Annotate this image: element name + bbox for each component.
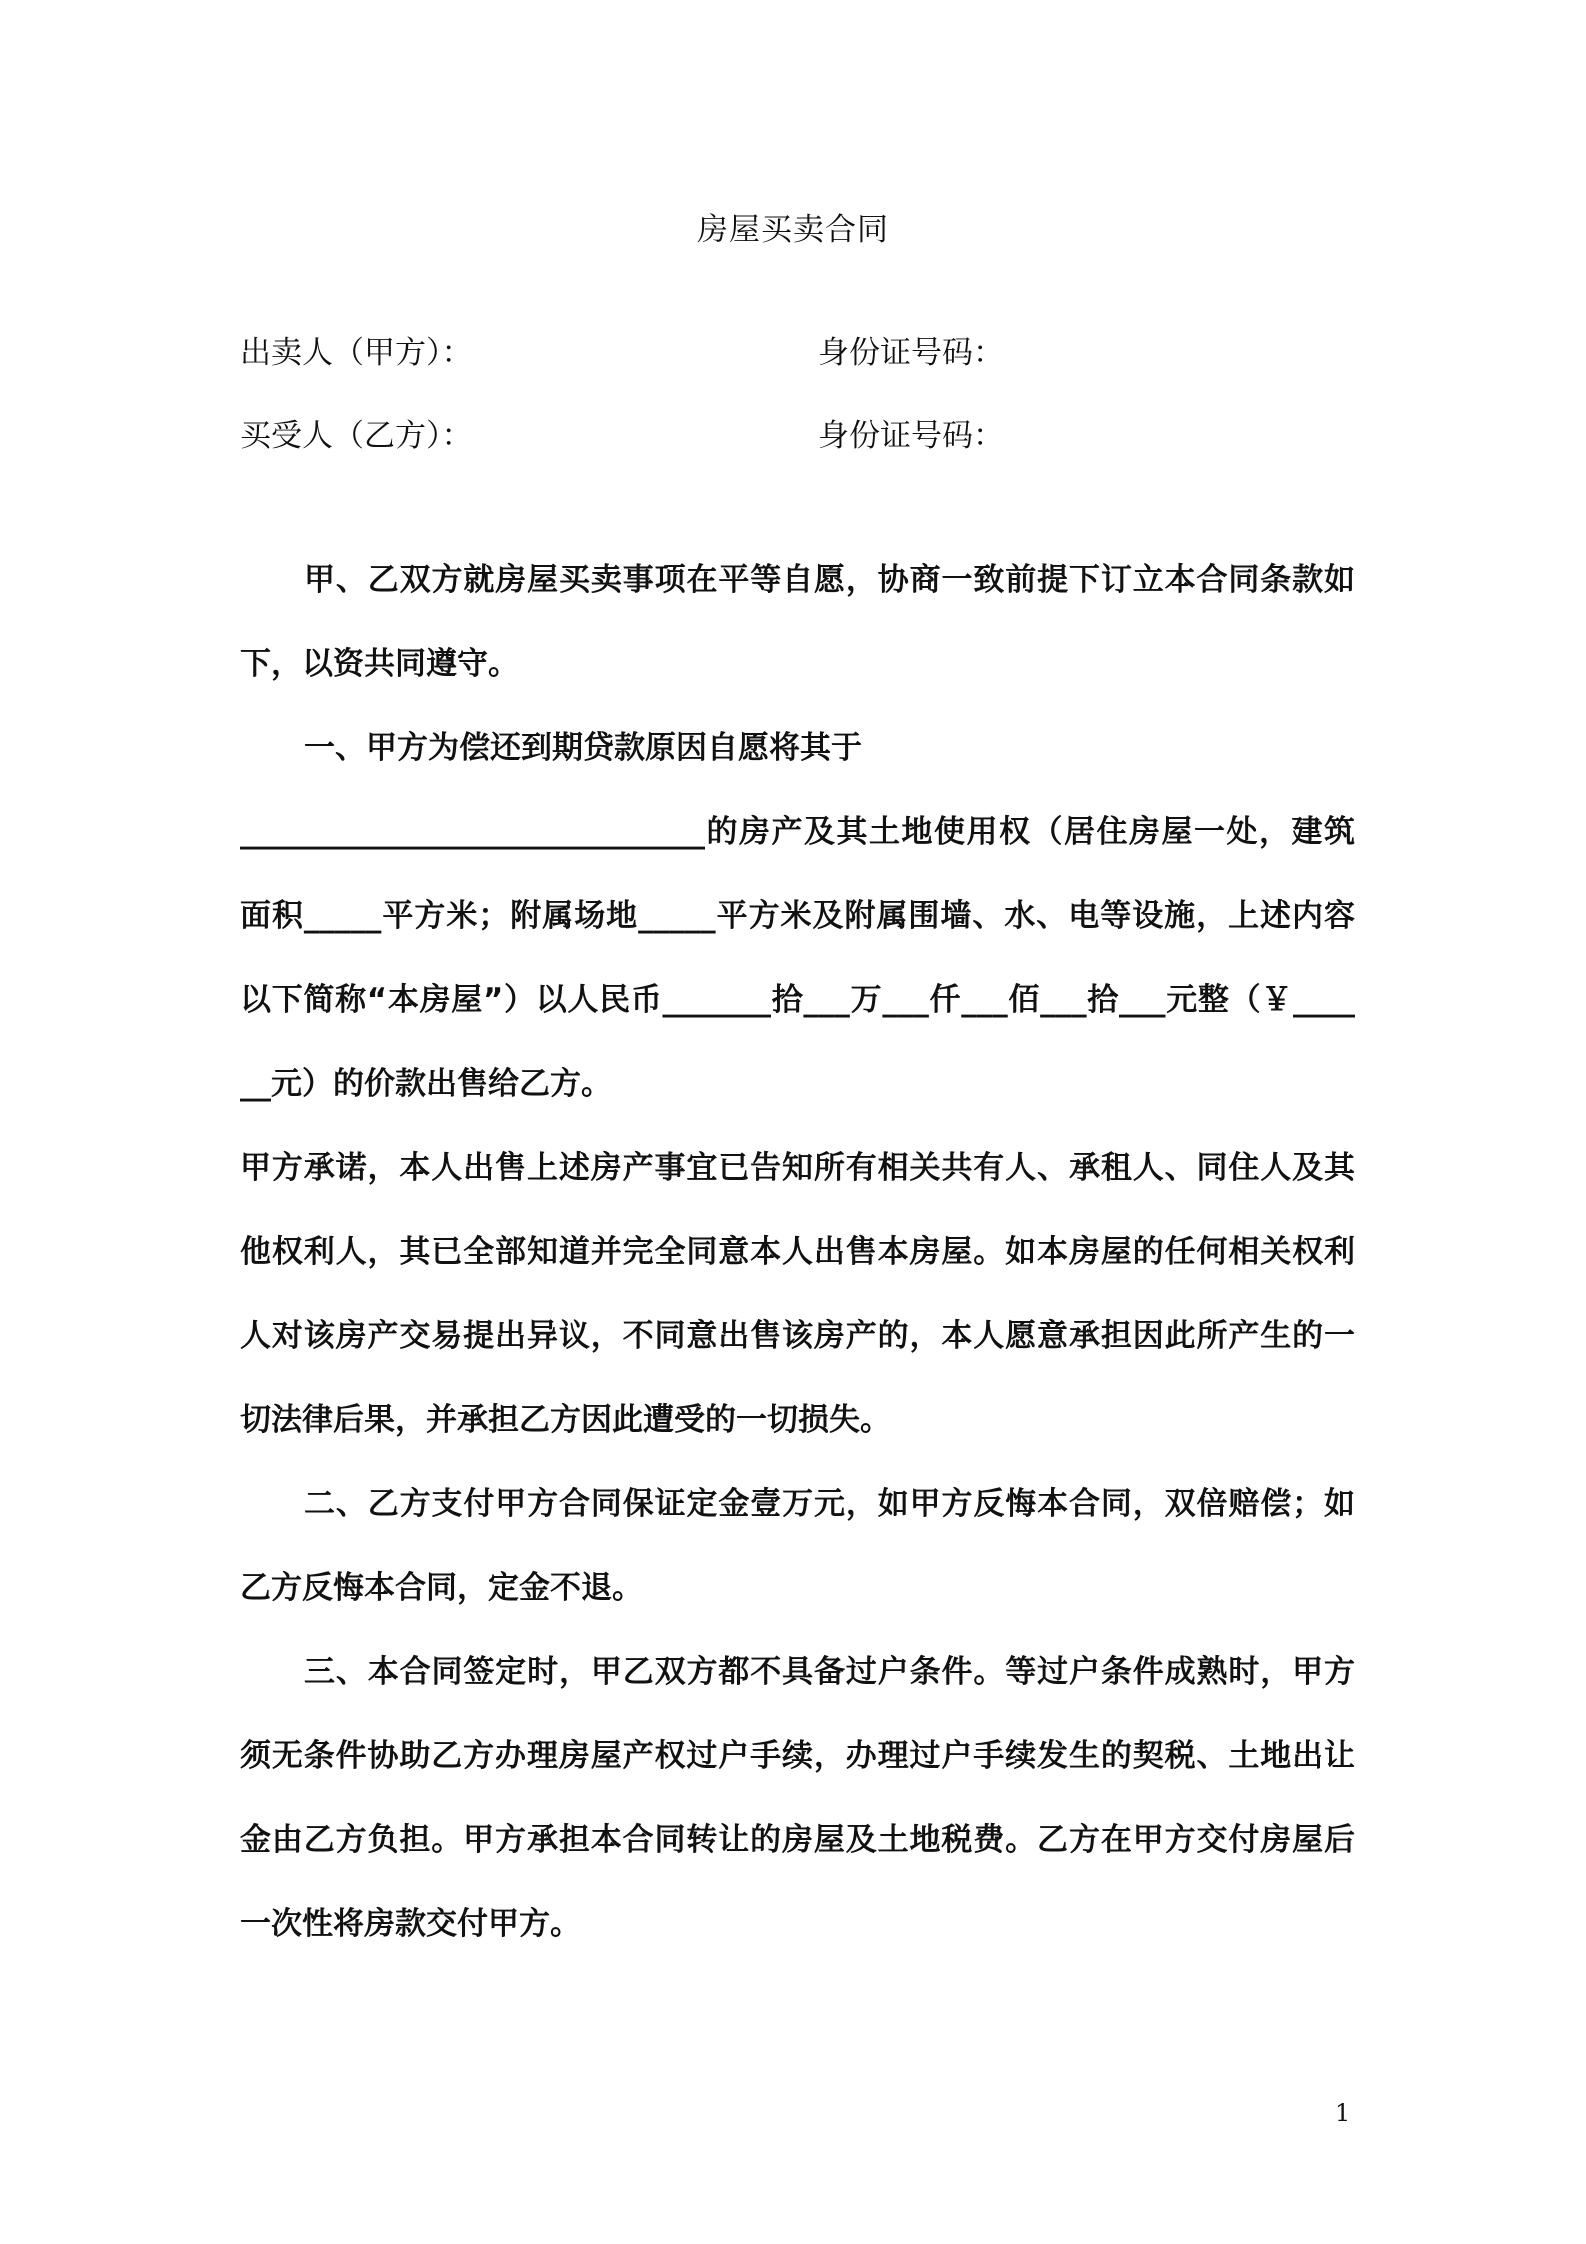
buyer-label: 买受人（乙方）：: [240, 418, 473, 454]
intro-paragraph: 甲、乙双方就房屋买卖事项在平等自愿，协商一致前提下订立本合同条款如下，以资共同遵守。: [240, 562, 1355, 682]
clause-2-paragraph: 二、乙方支付甲方合同保证定金壹万元，如甲方反悔本合同，双倍赔偿；如乙方反悔本合同，定金不退。: [240, 1486, 1355, 1606]
seller-promise-paragraph: 甲方承诺，本人出售上述房产事宜已告知所有相关共有人、承租人、同住人及其他权利人，其已全部知道并完全同意本人出售本房屋。如本房屋的任何相关权利人对该房产交易提出异议，不同意出售该房产的，本人愿意承担因此所产生的一切法律后果，并承担乙方因此遭受的一切损失。: [240, 1150, 1355, 1438]
document-title: 房屋买卖合同: [697, 212, 889, 248]
buyer-id-label: 身份证号码：: [818, 418, 1004, 454]
clause-3-paragraph: 三、本合同签定时，甲乙双方都不具备过户条件。等过户条件成熟时，甲方须无条件协助乙方办理房屋产权过户手续，办理过户手续发生的契税、土地出让金由乙方负担。甲方承担本合同转让的房屋及土地税费。乙方在甲方交付房屋后一次性将房款交付甲方。: [240, 1654, 1355, 1942]
seller-label: 出卖人（甲方）：: [240, 335, 473, 371]
clause-1-body: ______________________________的房产及其土地使用权（居住房屋一处，建筑面积_____平方米；附属场地_____平方米及附属围墙、水、电等设施，上述内容以下简称“本房屋”）以人民币_______拾___万___仟___佰___拾___元整（￥____ __元）的价款出售给乙方。: [240, 814, 1386, 1102]
page-number: 1: [1335, 2099, 1351, 2127]
contract-body: [240, 538, 1386, 1966]
seller-id-label: 身份证号码：: [818, 335, 1004, 371]
clause-1-lead: 一、甲方为偿还到期贷款原因自愿将其于: [304, 730, 862, 766]
